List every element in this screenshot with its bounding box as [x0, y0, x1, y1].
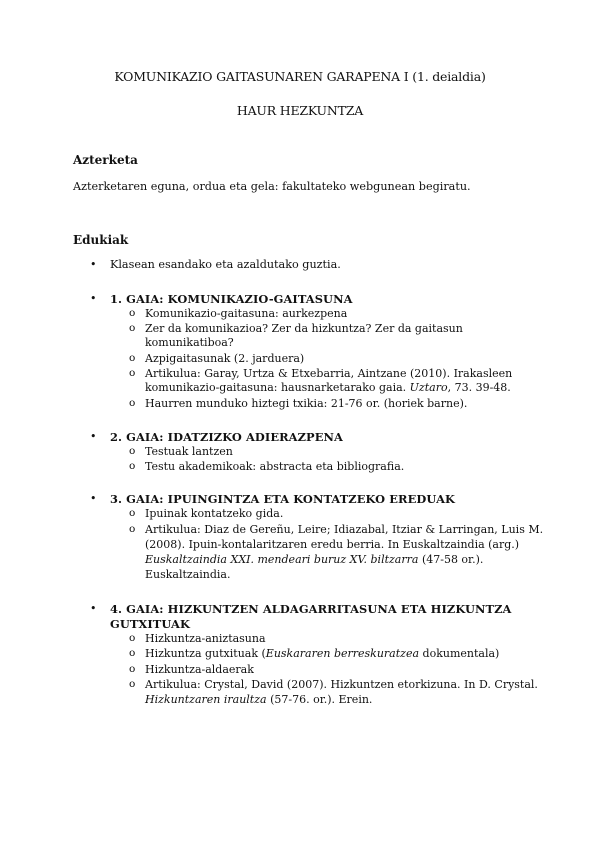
sub-bullet-icon: o [129, 322, 136, 334]
book-title: Euskaltzaindia XXI. mendeari buruz XV. biltzarra [145, 553, 419, 566]
list-item-continuation [145, 381, 511, 394]
azterketa-text: Azterketaren eguna, ordua eta gela: fakultateko webgunean begiratu. [73, 180, 471, 193]
list-item: Azpigaitasunak (2. jarduera) [145, 352, 305, 365]
list-item-continuation [145, 553, 483, 566]
bullet-icon: • [90, 430, 97, 443]
sub-bullet-icon: o [129, 307, 136, 319]
book-title: Hizkuntzaren iraultza [145, 693, 267, 706]
document-subtitle: HAUR HEZKUNTZA [236, 103, 364, 118]
sub-bullet-icon: o [129, 523, 136, 535]
bullet-icon: • [90, 258, 97, 271]
bullet-icon: • [90, 492, 97, 505]
list-item-continuation [145, 693, 372, 706]
sub-bullet-icon: o [129, 678, 136, 690]
document-title: KOMUNIKAZIO GAITASUNAREN GARAPENA I (1. deialdia) [114, 69, 486, 84]
list-item: Zer da komunikazioa? Zer da hizkuntza? Zer da gaitasun [145, 322, 463, 335]
list-item-continuation: (2008). Ipuin-kontalaritzaren eredu berria. In Euskaltzaindia (arg.) [145, 538, 520, 551]
sub-bullet-icon: o [129, 445, 136, 457]
list-item: Komunikazio-gaitasuna: aurkezpena [145, 307, 348, 320]
sub-bullet-icon: o [129, 397, 136, 409]
list-item: Testu akademikoak: abstracta eta bibliografia. [145, 460, 405, 473]
list-item: Artikulua: Crystal, David (2007). Hizkuntzen etorkizuna. In D. Crystal. [145, 678, 538, 691]
gaia-4-heading-continuation: GUTXITUAK [110, 617, 190, 631]
section-heading-edukiak: Edukiak [73, 233, 129, 247]
documentary-title: Euskararen berreskuratzea [265, 647, 420, 660]
list-item: Artikulua: Garay, Urtza & Etxebarria, Aintzane (2010). Irakasleen [145, 367, 513, 380]
sub-bullet-icon: o [129, 460, 136, 472]
sub-bullet-icon: o [129, 507, 136, 519]
journal-title: Uztaro [409, 381, 448, 394]
gaia-3-heading: 3. GAIA: IPUINGINTZA ETA KONTATZEKO EREDUAK [110, 492, 456, 506]
sub-bullet-icon: o [129, 663, 136, 675]
list-item [145, 647, 499, 660]
list-item: Ipuinak kontatzeko gida. [145, 507, 284, 520]
list-item: Testuak lantzen [145, 445, 233, 458]
list-item-continuation: Euskaltzaindia. [145, 568, 231, 581]
bullet-icon: • [90, 292, 97, 305]
gaia-2-heading: 2. GAIA: IDATZIZKO ADIERAZPENA [110, 430, 343, 444]
bullet-icon: • [90, 602, 97, 615]
sub-bullet-icon: o [129, 647, 136, 659]
sub-bullet-icon: o [129, 367, 136, 379]
citation-pages: (57-76. or.). Erein. [266, 693, 373, 706]
citation-text: komunikazio-gaitasuna: hausnarketarako gaia. [145, 381, 407, 394]
list-item: Artikulua: Diaz de Gereñu, Leire; Idiazabal, Itziar & Larringan, Luis M. [145, 523, 544, 536]
sub-bullet-icon: o [129, 632, 136, 644]
list-item: Hizkuntza-aniztasuna [145, 632, 266, 645]
list-item: Haurren munduko hiztegi txikia: 21-76 or. (horiek barne). [145, 397, 468, 410]
list-item-text: dokumentala) [419, 647, 500, 660]
list-item: Hizkuntza-aldaerak [145, 663, 254, 676]
section-heading-azterketa: Azterketa [73, 153, 138, 167]
gaia-4-heading: 4. GAIA: HIZKUNTZEN ALDAGARRITASUNA ETA HIZKUNTZA [110, 602, 512, 616]
citation-pages: , 73. 39-48. [447, 381, 511, 394]
list-item: Klasean esandako eta azaldutako guztia. [110, 258, 341, 271]
list-item-continuation: komunikatiboa? [145, 336, 234, 349]
list-item-text: Hizkuntza gutxituak ( [145, 647, 266, 660]
citation-pages: (47-58 or.). [421, 553, 484, 566]
sub-bullet-icon: o [129, 352, 136, 364]
gaia-1-heading: 1. GAIA: KOMUNIKAZIO-GAITASUNA [110, 292, 353, 306]
